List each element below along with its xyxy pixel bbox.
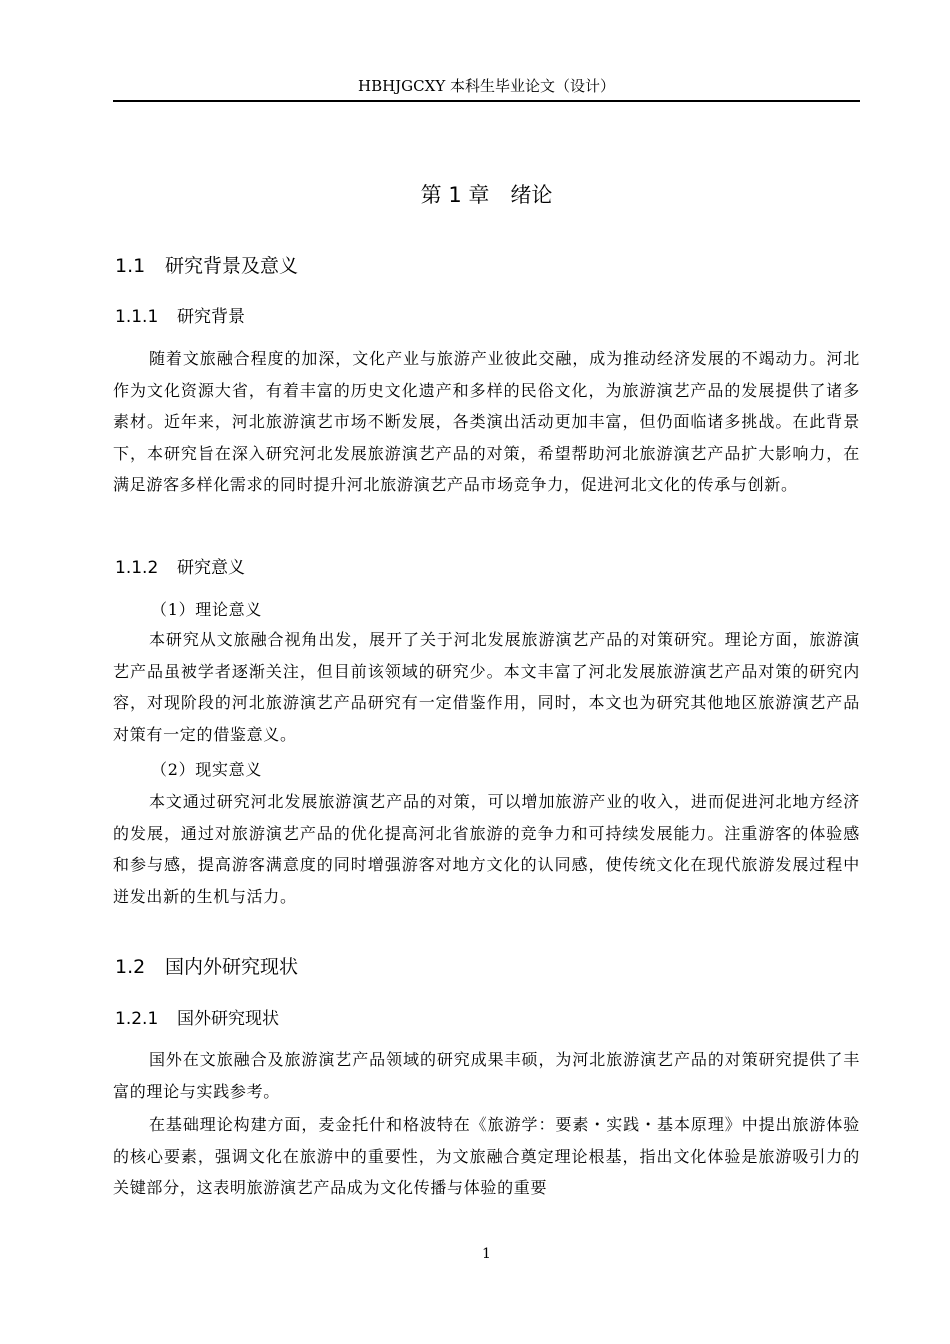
section-title: 研究背景及意义 [165, 255, 299, 277]
page-header: HBHJGCXY 本科生毕业论文（设计） [357, 77, 615, 95]
section-number: 1.2.1 [115, 1009, 159, 1029]
section-title: 研究背景 [177, 307, 245, 327]
paragraph-practice: 本文通过研究河北发展旅游演艺产品的对策，可以增加旅游产业的收入，进而促进河北地方经济的发展，通过对旅游演艺产品的优化提高河北省旅游的竞争力和可持续发展能力。注重游客的体验感和参与感，提高游客满意度的同时增强游客对地方文化的认同感，使传统文化在现代旅游发展过程中迸发出新的生机与活力。 [113, 792, 860, 906]
paragraph-foreign-theory: 在基础理论构建方面，麦金托什和格波特在《旅游学：要素・实践・基本原理》中提出旅游体验的核心要素，强调文化在旅游中的重要性，为文旅融合奠定理论根基，指出文化体验是旅游吸引力的关键部分，这表明旅游演艺产品成为文化传播与体验的重要 [113, 1115, 860, 1197]
section-title: 国外研究现状 [177, 1009, 279, 1029]
section-heading-1-2-1 [115, 1006, 279, 1032]
paragraph-background: 随着文旅融合程度的加深，文化产业与旅游产业彼此交融，成为推动经济发展的不竭动力。河北作为文化资源大省，有着丰富的历史文化遗产和多样的民俗文化，为旅游演艺产品的发展提供了诸多素材。近年来，河北旅游演艺市场不断发展，各类演出活动更加丰富，但仍面临诸多挑战。在此背景下，本研究旨在深入研究河北发展旅游演艺产品的对策，希望帮助河北旅游演艺产品扩大影响力，在满足游客多样化需求的同时提升河北旅游演艺产品市场竞争力，促进河北文化的传承与创新。 [113, 349, 860, 494]
section-title: 研究意义 [177, 558, 245, 578]
section-number: 1.2 [115, 956, 146, 978]
section-number: 1.1.1 [115, 307, 159, 327]
chapter-title: 第 1 章 绪论 [420, 183, 553, 207]
section-number: 1.1.2 [115, 558, 159, 578]
section-heading-1-1-2 [115, 555, 245, 581]
paragraph-theory: 本研究从文旅融合视角出发，展开了关于河北发展旅游演艺产品的对策研究。理论方面，旅游演艺产品虽被学者逐渐关注，但目前该领域的研究少。本文丰富了河北发展旅游演艺产品对策的研究内容，对现阶段的河北旅游演艺产品研究有一定借鉴作用，同时，本文也为研究其他地区旅游演艺产品对策有一定的借鉴意义。 [113, 630, 860, 744]
paragraph-foreign-intro: 国外在文旅融合及旅游演艺产品领域的研究成果丰硕，为河北旅游演艺产品的对策研究提供了丰富的理论与实践参考。 [113, 1050, 860, 1101]
subheading-theory: （1）理论意义 [151, 600, 263, 619]
section-heading-1-1-1 [115, 304, 245, 330]
section-title: 国内外研究现状 [165, 956, 299, 978]
header-rule [113, 100, 860, 102]
subheading-practice: （2）现实意义 [151, 760, 263, 779]
section-number: 1.1 [115, 255, 146, 277]
section-heading-1-2 [115, 953, 298, 981]
section-heading-1-1 [115, 252, 298, 280]
page-number: 1 [482, 1246, 491, 1262]
